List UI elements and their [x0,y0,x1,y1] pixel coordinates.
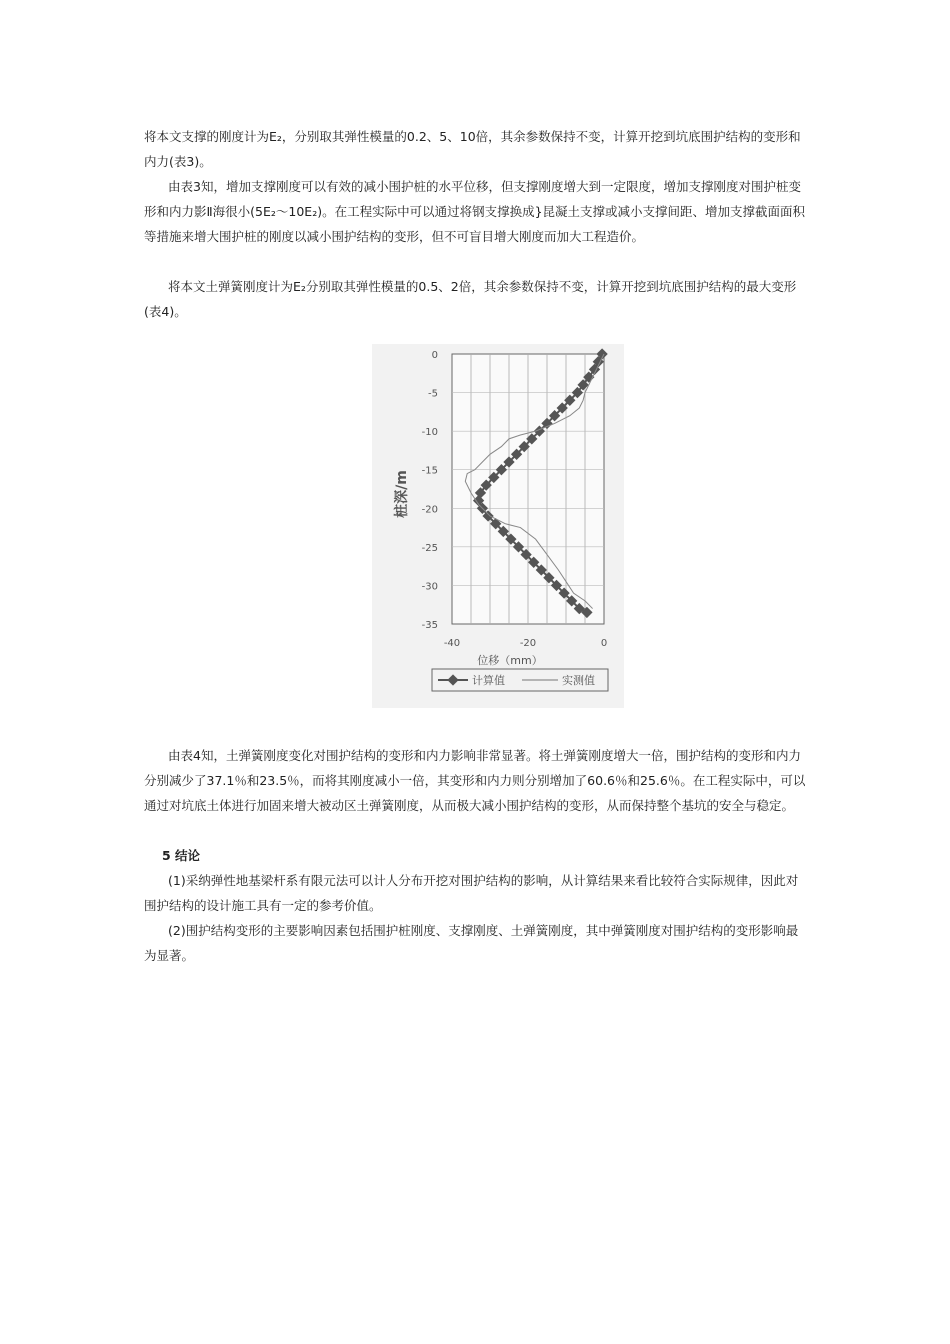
y-tick-label: -35 [421,620,438,631]
legend-computed-label: 计算值 [472,674,505,687]
paragraph-6: (2)围护结构变形的主要影响因素包括围护桩刚度、支撑刚度、土弹簧刚度，其中弹簧刚度对围护结构的变形影响最为显著。 [144,923,799,963]
y-tick-label: -5 [428,388,438,400]
legend-computed-marker [447,674,458,685]
x-tick-label: 0 [600,638,608,649]
y-tick-label: 0 [431,350,438,361]
paragraph-5: (1)采纳弹性地基梁杆系有限元法可以计人分布开挖对围护结构的影响，从计算结果来看比较符合实际规律，因此对围护结构的设计施工具有一定的参考价值。 [144,873,799,913]
displacement-chart [372,344,624,708]
y-axis-label: 桩深/m [394,470,410,518]
section-heading-conclusion: 5 结论 [162,848,201,863]
legend-measured-label: 实测值 [562,674,595,687]
y-tick-label: -15 [421,465,438,477]
y-tick-label: -25 [421,542,438,554]
y-tick-label: -10 [421,427,438,439]
paragraph-4: 由表4知，土弹簧刚度变化对围护结构的变形和内力影响非常显著。将土弹簧刚度增大一倍，围护结构的变形和内力分别减少了37.1％和23.5％，而将其刚度减小一倍，其变形和内力则分别增加了60.6％和25.6％。在工程实际中，可以通过对坑底土体进行加固来增大被动区土弹簧刚度，从而极大减小围护结构的变形，从而保持整个基坑的安全与稳定。 [144,748,806,813]
y-tick-label: -30 [421,581,438,593]
paragraph-1: 将本文支撑的刚度计为E₂，分别取其弹性模量的0.2、5、10倍，其余参数保持不变，计算开挖到坑底围护结构的变形和内力(表3)。 [144,129,801,169]
x-tick-label: -20 [519,638,537,649]
chart-legend [432,669,608,691]
x-tick-label: -40 [443,638,461,649]
paragraph-2: 由表3知，增加支撑刚度可以有效的减小围护桩的水平位移，但支撑刚度增大到一定限度，增加支撑刚度对围护桩变形和内力影Ⅱ海很小(5E₂～10E₂)。在工程实际中可以通过将钢支撑换成}昆凝土支撑或减小支撑间距、增加支撑截面面积等措施来增大围护桩的刚度以减小围护结构的变形，但不可盲目增大刚度而加大工程造价。 [144,179,806,244]
x-axis-label: 位移（mm） [477,654,543,667]
paragraph-3: 将本文土弹簧刚度计为E₂分别取其弹性模量的0.5、2倍，其余参数保持不变，计算开挖到坑底围护结构的最大变形(表4)。 [144,279,797,319]
displacement-chart-figure [372,344,624,708]
y-tick-label: -20 [421,504,438,516]
